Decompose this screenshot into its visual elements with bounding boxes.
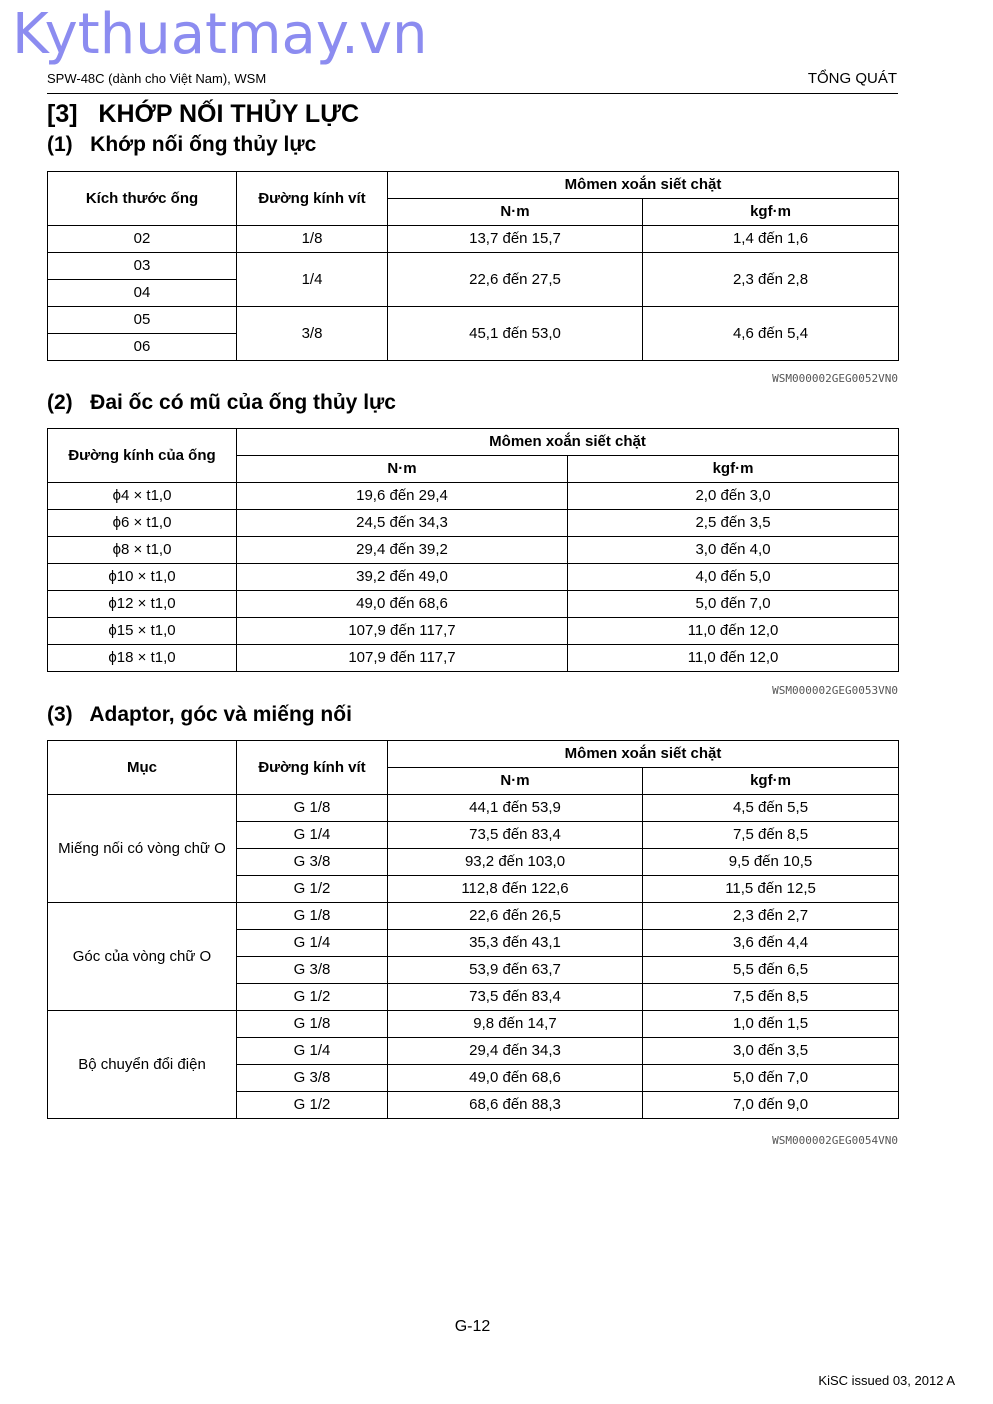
cell-kgfm: 5,0 đến 7,0 bbox=[568, 591, 899, 618]
cell-nm: 22,6 đến 27,5 bbox=[388, 253, 643, 307]
cell-kgfm: 7,5 đến 8,5 bbox=[643, 984, 899, 1011]
cell-size: 05 bbox=[48, 307, 237, 334]
col-header-pipe-dia: Đường kính của ống bbox=[48, 429, 237, 483]
cell-kgfm: 4,6 đến 5,4 bbox=[643, 307, 899, 361]
cell-screw: G 1/4 bbox=[237, 1038, 388, 1065]
cell-nm: 93,2 đến 103,0 bbox=[388, 849, 643, 876]
col-header-screw-dia: Đường kính vít bbox=[237, 172, 388, 226]
cell-screw: 1/8 bbox=[237, 226, 388, 253]
cell-screw: G 1/8 bbox=[237, 795, 388, 822]
cell-kgfm: 3,6 đến 4,4 bbox=[643, 930, 899, 957]
cell-screw: G 1/2 bbox=[237, 984, 388, 1011]
header-section-name: TỔNG QUÁT bbox=[807, 70, 897, 87]
cell-kgfm: 2,3 đến 2,7 bbox=[643, 903, 899, 930]
cell-size: 04 bbox=[48, 280, 237, 307]
cell-kgfm: 2,5 đến 3,5 bbox=[568, 510, 899, 537]
cell-dia: ϕ12 × t1,0 bbox=[48, 591, 237, 618]
cell-nm: 107,9 đến 117,7 bbox=[237, 645, 568, 672]
col-header-torque: Mômen xoắn siết chặt bbox=[388, 172, 899, 199]
table-row bbox=[48, 307, 899, 334]
col-header-item: Mục bbox=[48, 741, 237, 795]
issue-note: KiSC issued 03, 2012 A bbox=[818, 1373, 955, 1388]
cell-kgfm: 9,5 đến 10,5 bbox=[643, 849, 899, 876]
cell-screw: G 1/4 bbox=[237, 822, 388, 849]
cell-nm: 13,7 đến 15,7 bbox=[388, 226, 643, 253]
table-row bbox=[48, 795, 899, 822]
cell-nm: 68,6 đến 88,3 bbox=[388, 1092, 643, 1119]
cell-nm: 45,1 đến 53,0 bbox=[388, 307, 643, 361]
col-header-nm: N·m bbox=[388, 768, 643, 795]
col-header-kgfm: kgf·m bbox=[643, 199, 899, 226]
cell-nm: 73,5 đến 83,4 bbox=[388, 984, 643, 1011]
cell-kgfm: 5,5 đến 6,5 bbox=[643, 957, 899, 984]
cell-nm: 24,5 đến 34,3 bbox=[237, 510, 568, 537]
cell-nm: 39,2 đến 49,0 bbox=[237, 564, 568, 591]
col-header-torque: Mômen xoắn siết chặt bbox=[388, 741, 899, 768]
watermark-logo: Kythuatmay.vn bbox=[12, 2, 428, 67]
cell-kgfm: 1,0 đến 1,5 bbox=[643, 1011, 899, 1038]
cell-nm: 44,1 đến 53,9 bbox=[388, 795, 643, 822]
cell-dia: ϕ15 × t1,0 bbox=[48, 618, 237, 645]
reference-code: WSM000002GEG0054VN0 bbox=[772, 1134, 898, 1147]
table-row bbox=[48, 564, 899, 591]
flare-nut-table bbox=[47, 428, 899, 672]
cell-nm: 9,8 đến 14,7 bbox=[388, 1011, 643, 1038]
cell-kgfm: 11,0 đến 12,0 bbox=[568, 645, 899, 672]
cell-nm: 112,8 đến 122,6 bbox=[388, 876, 643, 903]
cell-nm: 29,4 đến 34,3 bbox=[388, 1038, 643, 1065]
cell-dia: ϕ18 × t1,0 bbox=[48, 645, 237, 672]
cell-kgfm: 3,0 đến 3,5 bbox=[643, 1038, 899, 1065]
cell-kgfm: 11,0 đến 12,0 bbox=[568, 618, 899, 645]
cell-size: 06 bbox=[48, 334, 237, 361]
cell-screw: 1/4 bbox=[237, 253, 388, 307]
cell-kgfm: 4,5 đến 5,5 bbox=[643, 795, 899, 822]
table-row bbox=[48, 483, 899, 510]
section2-title: (2) Đai ốc có mũ của ống thủy lực bbox=[47, 391, 396, 414]
cell-kgfm: 3,0 đến 4,0 bbox=[568, 537, 899, 564]
cell-item: Bộ chuyển đổi điện bbox=[48, 1011, 237, 1119]
cell-nm: 22,6 đến 26,5 bbox=[388, 903, 643, 930]
col-header-kgfm: kgf·m bbox=[568, 456, 899, 483]
cell-screw: 3/8 bbox=[237, 307, 388, 361]
col-header-hose-size: Kích thước ống bbox=[48, 172, 237, 226]
cell-kgfm: 7,0 đến 9,0 bbox=[643, 1092, 899, 1119]
col-header-torque: Mômen xoắn siết chặt bbox=[237, 429, 899, 456]
cell-kgfm: 11,5 đến 12,5 bbox=[643, 876, 899, 903]
cell-kgfm: 7,5 đến 8,5 bbox=[643, 822, 899, 849]
cell-dia: ϕ6 × t1,0 bbox=[48, 510, 237, 537]
cell-kgfm: 2,3 đến 2,8 bbox=[643, 253, 899, 307]
page-title: [3] KHỚP NỐI THỦY LỰC bbox=[47, 100, 359, 128]
table-row bbox=[48, 645, 899, 672]
cell-dia: ϕ4 × t1,0 bbox=[48, 483, 237, 510]
page-number: G-12 bbox=[454, 1318, 491, 1335]
header-rule bbox=[47, 93, 898, 94]
cell-screw: G 3/8 bbox=[237, 849, 388, 876]
section1-title: (1) Khớp nối ống thủy lực bbox=[47, 133, 317, 156]
table-row bbox=[48, 903, 899, 930]
adaptor-table bbox=[47, 740, 899, 1119]
cell-nm: 19,6 đến 29,4 bbox=[237, 483, 568, 510]
cell-nm: 53,9 đến 63,7 bbox=[388, 957, 643, 984]
cell-nm: 73,5 đến 83,4 bbox=[388, 822, 643, 849]
header-manual-name: SPW-48C (dành cho Việt Nam), WSM bbox=[47, 71, 267, 86]
table-row bbox=[48, 591, 899, 618]
cell-nm: 35,3 đến 43,1 bbox=[388, 930, 643, 957]
cell-kgfm: 4,0 đến 5,0 bbox=[568, 564, 899, 591]
cell-size: 03 bbox=[48, 253, 237, 280]
cell-nm: 49,0 đến 68,6 bbox=[388, 1065, 643, 1092]
table-row bbox=[48, 1011, 899, 1038]
col-header-nm: N·m bbox=[237, 456, 568, 483]
col-header-screw-dia: Đường kính vít bbox=[237, 741, 388, 795]
cell-screw: G 3/8 bbox=[237, 1065, 388, 1092]
cell-nm: 107,9 đến 117,7 bbox=[237, 618, 568, 645]
table-row bbox=[48, 510, 899, 537]
table-row bbox=[48, 253, 899, 280]
cell-nm: 49,0 đến 68,6 bbox=[237, 591, 568, 618]
col-header-nm: N·m bbox=[388, 199, 643, 226]
hose-fitting-table bbox=[47, 171, 899, 361]
cell-size: 02 bbox=[48, 226, 237, 253]
col-header-kgfm: kgf·m bbox=[643, 768, 899, 795]
reference-code: WSM000002GEG0053VN0 bbox=[772, 684, 898, 697]
cell-screw: G 1/4 bbox=[237, 930, 388, 957]
table-row bbox=[48, 618, 899, 645]
cell-kgfm: 1,4 đến 1,6 bbox=[643, 226, 899, 253]
cell-kgfm: 2,0 đến 3,0 bbox=[568, 483, 899, 510]
reference-code: WSM000002GEG0052VN0 bbox=[772, 372, 898, 385]
cell-dia: ϕ8 × t1,0 bbox=[48, 537, 237, 564]
cell-screw: G 1/8 bbox=[237, 903, 388, 930]
table-row bbox=[48, 226, 899, 253]
cell-screw: G 1/2 bbox=[237, 876, 388, 903]
cell-nm: 29,4 đến 39,2 bbox=[237, 537, 568, 564]
cell-item: Miếng nối có vòng chữ O bbox=[48, 795, 237, 903]
section3-title: (3) Adaptor, góc và miếng nối bbox=[47, 703, 352, 726]
cell-screw: G 1/8 bbox=[237, 1011, 388, 1038]
cell-dia: ϕ10 × t1,0 bbox=[48, 564, 237, 591]
cell-item: Góc của vòng chữ O bbox=[48, 903, 237, 1011]
cell-screw: G 3/8 bbox=[237, 957, 388, 984]
cell-screw: G 1/2 bbox=[237, 1092, 388, 1119]
cell-kgfm: 5,0 đến 7,0 bbox=[643, 1065, 899, 1092]
table-row bbox=[48, 537, 899, 564]
